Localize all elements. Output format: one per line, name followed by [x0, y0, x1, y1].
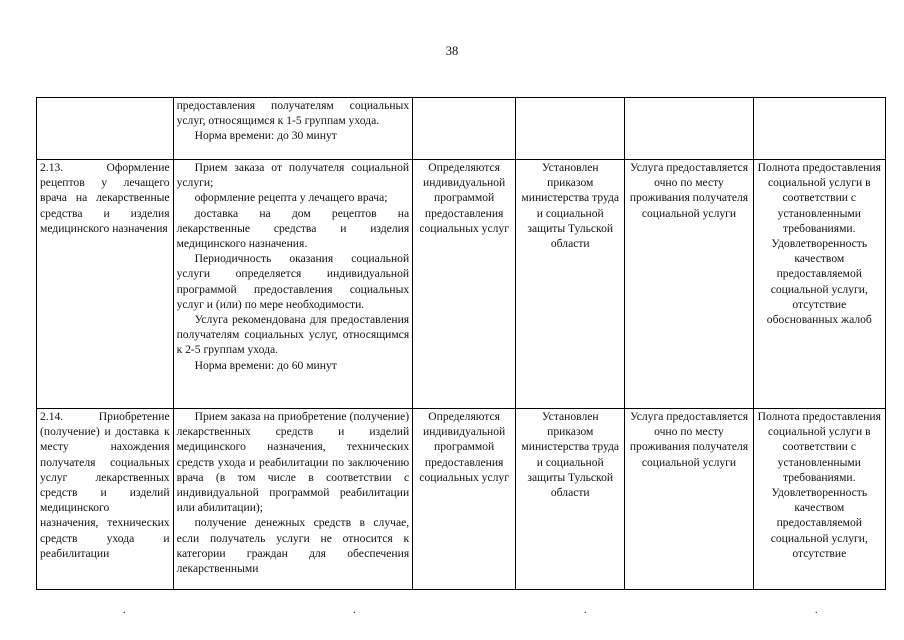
service-name-cell: 2.13. Оформление рецептов у лечащего врача на лекарственные средства и изделия медицинского назначения: [37, 160, 174, 409]
page-number: 38: [445, 44, 459, 58]
conditions-cell: Услуга предоставляется очно по месту проживания получателя социальной услуги: [625, 409, 753, 590]
service-description-cell: предоставления получателям социальных услуг, относящимся к 1-5 группам ухода. Норма времени: до 30 минут: [173, 98, 413, 160]
footer-mark: .: [815, 605, 818, 616]
footer-marks: [0, 606, 904, 616]
tariff-cell: Установлен приказом министерства труда и социальной защиты Тульской области: [516, 160, 625, 409]
quality-cell: Полнота предоставления социальной услуги в соответствии с установленными требованиями. Удовлетворенность качеством предоставляемой социальной услуги, отсутствие обоснованных жалоб: [753, 160, 885, 409]
service-name-cell: [37, 98, 174, 160]
quality-cell: [753, 98, 885, 160]
table-row: [37, 98, 886, 160]
footer-mark: .: [123, 605, 126, 616]
footer-mark: .: [353, 605, 356, 616]
table-row: [37, 409, 886, 590]
quality-cell: Полнота предоставления социальной услуги в соответствии с установленными требованиями. Удовлетворенность качеством предоставляемой социальной услуги, отсутствие: [753, 409, 885, 590]
table-row: [37, 160, 886, 409]
conditions-cell: [625, 98, 753, 160]
volume-cell: Определяются индивидуальной программой предоставления социальных услуг: [413, 160, 516, 409]
volume-cell: [413, 98, 516, 160]
volume-cell: Определяются индивидуальной программой предоставления социальных услуг: [413, 409, 516, 590]
service-name-cell: 2.14. Приобретение (получение) и доставка к месту нахождения получателя социальных услуг лекарственных средств и изделий медицинского назначения, технических средств ухода и реабилитации: [37, 409, 174, 590]
tariff-cell: [516, 98, 625, 160]
footer-mark: .: [584, 605, 587, 616]
service-description-cell: Прием заказа на приобретение (получение) лекарственных средств и изделий медицинского назначения, технических средств ухода и реабилитации по заключению врача (в том числе в соответствии с индивидуальной программой реабилитации или абилитации); получение денежных средств в случае, если получатель услуги не относится к категории граждан для обеспечения лекарственными: [173, 409, 413, 590]
conditions-cell: Услуга предоставляется очно по месту проживания получателя социальной услуги: [625, 160, 753, 409]
tariff-cell: Установлен приказом министерства труда и социальной защиты Тульской области: [516, 409, 625, 590]
service-description-cell: Прием заказа от получателя социальной услуги; оформление рецепта у лечащего врача; доставка на дом рецептов на лекарственные средства и изделия медицинского назначения. Периодичность оказания социальной услуги определяется индивидуальной программой предоставления социальных услуг и (или) по мере необходимости. Услуга рекомендована для предоставления получателям социальных услуг, относящимся к 2-5 группам ухода. Норма времени: до 60 минут: [173, 160, 413, 409]
services-table: [36, 97, 886, 590]
